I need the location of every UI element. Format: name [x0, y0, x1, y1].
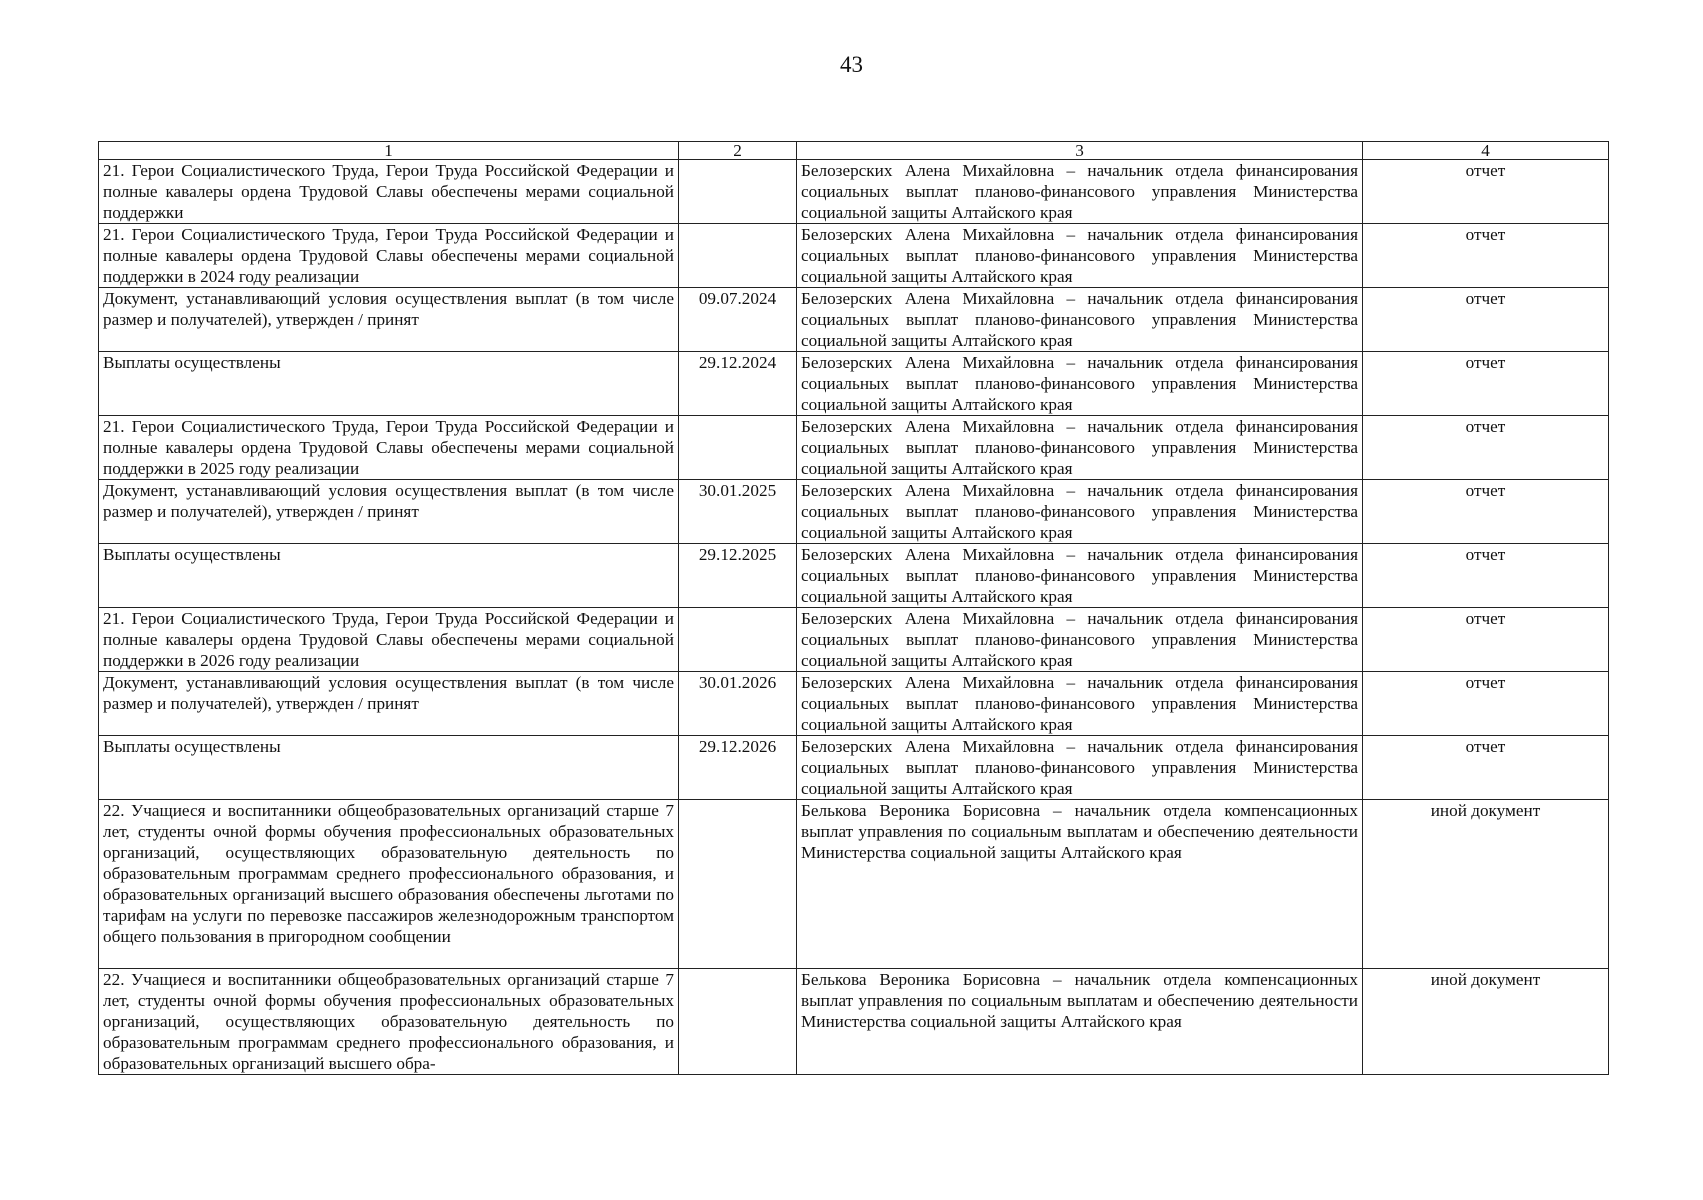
table-row	[99, 672, 1609, 736]
confirmation-document: отчет	[1363, 416, 1609, 480]
responsible-person: Белозерских Алена Михайловна – начальник отдела финансирования социальных выплат планово-финансового управления Министерства социальной защиты Алтайского края	[797, 608, 1363, 672]
table-row	[99, 608, 1609, 672]
column-number-row	[99, 142, 1609, 160]
event-date	[679, 224, 797, 288]
table-row	[99, 352, 1609, 416]
table-row	[99, 969, 1609, 1075]
table-row	[99, 160, 1609, 224]
event-description: Выплаты осуществлены	[99, 544, 679, 608]
event-description: 21. Герои Социалистического Труда, Герои Труда Российской Федерации и полные кавалеры ордена Трудовой Славы обеспечены мерами социальной поддержки	[99, 160, 679, 224]
event-description: Выплаты осуществлены	[99, 736, 679, 800]
event-date: 30.01.2026	[679, 672, 797, 736]
table-row	[99, 416, 1609, 480]
responsible-person: Белькова Вероника Борисовна – начальник отдела компенсационных выплат управления по социальным выплатам и обеспечению деятельности Министерства социальной защиты Алтайского края	[797, 800, 1363, 969]
responsible-person: Белозерских Алена Михайловна – начальник отдела финансирования социальных выплат планово-финансового управления Министерства социальной защиты Алтайского края	[797, 672, 1363, 736]
event-description: 21. Герои Социалистического Труда, Герои Труда Российской Федерации и полные кавалеры ордена Трудовой Славы обеспечены мерами социальной поддержки в 2025 году реализации	[99, 416, 679, 480]
table-row	[99, 736, 1609, 800]
event-description: 21. Герои Социалистического Труда, Герои Труда Российской Федерации и полные кавалеры ордена Трудовой Славы обеспечены мерами социальной поддержки в 2026 году реализации	[99, 608, 679, 672]
event-description: Документ, устанавливающий условия осуществления выплат (в том числе размер и получателей), утвержден / принят	[99, 288, 679, 352]
plan-table	[98, 141, 1609, 1075]
confirmation-document: отчет	[1363, 672, 1609, 736]
column-number-3: 3	[797, 142, 1363, 160]
event-date	[679, 800, 797, 969]
confirmation-document: отчет	[1363, 352, 1609, 416]
event-description: Выплаты осуществлены	[99, 352, 679, 416]
table-row	[99, 480, 1609, 544]
table-row	[99, 288, 1609, 352]
event-date: 29.12.2024	[679, 352, 797, 416]
table-row	[99, 544, 1609, 608]
confirmation-document: отчет	[1363, 544, 1609, 608]
responsible-person: Белозерских Алена Михайловна – начальник отдела финансирования социальных выплат планово-финансового управления Министерства социальной защиты Алтайского края	[797, 736, 1363, 800]
event-date	[679, 416, 797, 480]
confirmation-document: отчет	[1363, 224, 1609, 288]
responsible-person: Белозерских Алена Михайловна – начальник отдела финансирования социальных выплат планово-финансового управления Министерства социальной защиты Алтайского края	[797, 480, 1363, 544]
event-date	[679, 160, 797, 224]
column-number-1: 1	[99, 142, 679, 160]
confirmation-document: отчет	[1363, 288, 1609, 352]
event-description: Документ, устанавливающий условия осуществления выплат (в том числе размер и получателей), утвержден / принят	[99, 480, 679, 544]
confirmation-document: отчет	[1363, 608, 1609, 672]
responsible-person: Белозерских Алена Михайловна – начальник отдела финансирования социальных выплат планово-финансового управления Министерства социальной защиты Алтайского края	[797, 416, 1363, 480]
responsible-person: Белькова Вероника Борисовна – начальник отдела компенсационных выплат управления по социальным выплатам и обеспечению деятельности Министерства социальной защиты Алтайского края	[797, 969, 1363, 1075]
event-description: Документ, устанавливающий условия осуществления выплат (в том числе размер и получателей), утвержден / принят	[99, 672, 679, 736]
page-number: 43	[840, 52, 863, 77]
confirmation-document: иной документ	[1363, 969, 1609, 1075]
column-number-4: 4	[1363, 142, 1609, 160]
event-description: 22. Учащиеся и воспитанники общеобразовательных организаций старше 7 лет, студенты очной формы обучения профессиональных образовательных организаций, осуществляющих образовательную деятельность по образовательным программам среднего профессионального образования, и образовательных организаций высшего образования обеспечены льготами по тарифам на услуги по перевозке пассажиров железнодорожным транспортом общего пользования в пригородном сообщении	[99, 800, 679, 969]
event-date: 30.01.2025	[679, 480, 797, 544]
confirmation-document: отчет	[1363, 736, 1609, 800]
confirmation-document: иной документ	[1363, 800, 1609, 969]
event-description: 21. Герои Социалистического Труда, Герои Труда Российской Федерации и полные кавалеры ордена Трудовой Славы обеспечены мерами социальной поддержки в 2024 году реализации	[99, 224, 679, 288]
event-date: 29.12.2025	[679, 544, 797, 608]
responsible-person: Белозерских Алена Михайловна – начальник отдела финансирования социальных выплат планово-финансового управления Министерства социальной защиты Алтайского края	[797, 352, 1363, 416]
event-date	[679, 969, 797, 1075]
responsible-person: Белозерских Алена Михайловна – начальник отдела финансирования социальных выплат планово-финансового управления Министерства социальной защиты Алтайского края	[797, 160, 1363, 224]
column-number-2: 2	[679, 142, 797, 160]
event-date: 29.12.2026	[679, 736, 797, 800]
confirmation-document: отчет	[1363, 480, 1609, 544]
table-row	[99, 800, 1609, 969]
responsible-person: Белозерских Алена Михайловна – начальник отдела финансирования социальных выплат планово-финансового управления Министерства социальной защиты Алтайского края	[797, 224, 1363, 288]
table-row	[99, 224, 1609, 288]
responsible-person: Белозерских Алена Михайловна – начальник отдела финансирования социальных выплат планово-финансового управления Министерства социальной защиты Алтайского края	[797, 544, 1363, 608]
event-date: 09.07.2024	[679, 288, 797, 352]
event-description: 22. Учащиеся и воспитанники общеобразовательных организаций старше 7 лет, студенты очной формы обучения профессиональных образовательных организаций, осуществляющих образовательную деятельность по образовательным программам среднего профессионального образования, и образовательных организаций высшего обра-	[99, 969, 679, 1075]
event-date	[679, 608, 797, 672]
confirmation-document: отчет	[1363, 160, 1609, 224]
responsible-person: Белозерских Алена Михайловна – начальник отдела финансирования социальных выплат планово-финансового управления Министерства социальной защиты Алтайского края	[797, 288, 1363, 352]
